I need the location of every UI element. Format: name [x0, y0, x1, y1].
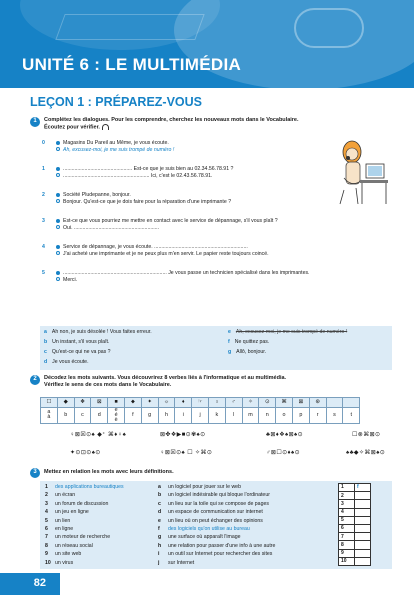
definition: une surface où apparaît l'image [168, 534, 241, 541]
page-number: 82 [0, 573, 60, 595]
cipher-symbol: ⊙ [259, 398, 276, 408]
encoded-word-8: ♠♣◆✧⌘⊠♠⊙ [346, 450, 386, 456]
cipher-symbol: ◆ [57, 398, 74, 408]
term: en ligne [55, 526, 74, 532]
definition: un logiciel indésirable qui bloque l'ordinateur [168, 492, 270, 499]
cipher-symbol [326, 398, 343, 408]
encoded-word-1: ♀⊠☒⊙♠ ◆⁺ ⌘♦♀♠ [70, 432, 127, 438]
cipher-symbol: ⊠ [292, 398, 309, 408]
grid-answer[interactable] [355, 492, 371, 500]
grid-number: 2 [339, 492, 355, 500]
dialogue-options-box [40, 326, 392, 370]
encoded-word-3: ♣⊠♦❖♠⊠♠⊙ [266, 432, 304, 438]
cipher-symbol: ♂ [225, 398, 242, 408]
lesson-title: LEÇON 1 : PRÉPAREZ-VOUS [30, 95, 203, 109]
cipher-letter: m [242, 408, 259, 424]
dialogue-2: 2 Société Pludepanne, bonjour. Bonjour. Qu'est-ce que je dois faire pour la réparation d'une imprimante ? [42, 192, 232, 205]
option-c: c Qu'est-ce qui ne va pas ? [44, 349, 111, 355]
grid-number: 5 [339, 516, 355, 524]
grid-answer[interactable] [355, 549, 371, 557]
cipher-symbol: ⌘ [276, 398, 293, 408]
definition: un logiciel pour jouer sur le web [168, 484, 241, 490]
term: un site web [55, 551, 82, 558]
cipher-letter: r [309, 408, 326, 424]
definition-letter: h [158, 542, 162, 549]
term: des applications bureautiques [55, 484, 124, 490]
cipher-symbol: ⬥ [124, 398, 141, 408]
grid-answer[interactable] [355, 508, 371, 516]
definition-letter: i [158, 551, 160, 558]
exercise-1-instructions: Complétez les dialogues. Pour les comprendre, cherchez les nouveaux mots dans le Vocabulaire. Écoutez pour vérifier. [44, 117, 299, 131]
grid-number: 7 [339, 533, 355, 541]
matching-box [40, 481, 392, 569]
grid-number: 3 [339, 500, 355, 508]
term: un forum de discussion [55, 500, 109, 507]
cipher-symbol: ❖ [74, 398, 91, 408]
term: un réseau social [55, 542, 93, 549]
definition: un lieu sur la toile qui se compose de pages [168, 500, 269, 507]
grid-answer[interactable] [355, 541, 371, 549]
term-number: 6 [45, 526, 48, 532]
cipher-letter: c [74, 408, 91, 424]
encoded-word-5: ✦⊙⊡⊙♠⊙ [70, 450, 101, 456]
encoded-word-6: ♀⊠☒⊙♠ ☐ ✧⌘⊙ [160, 450, 213, 456]
cipher-letter: t [343, 408, 360, 424]
cipher-letter: n [259, 408, 276, 424]
cipher-letter: j [192, 408, 209, 424]
cipher-symbol: ✧ [242, 398, 259, 408]
grid-number: 10 [339, 557, 355, 565]
exercise-2-badge: 2 [30, 375, 40, 385]
definition-letter: d [158, 509, 162, 516]
grid-answer[interactable]: f [355, 484, 371, 492]
cipher-letter: e é è [108, 408, 125, 424]
dialogue-0: 0 Magasins Du Pareil au Même, je vous écoute. Ah, excusez-moi, je me suis trompé de numéro ! [42, 140, 175, 153]
definition-letter: g [158, 534, 162, 541]
grid-number: 4 [339, 508, 355, 516]
option-b: b Un instant, s'il vous plaît. [44, 339, 110, 345]
option-a: a Ah non, je suis désolée ! Vous faites erreur. [44, 329, 152, 335]
unit-banner [0, 0, 414, 88]
definition-letter: e [158, 517, 161, 524]
option-g: g Allô, bonjour. [228, 349, 267, 355]
dialogue-5: 5 ........................................................................ Je vous passe un technicien spécialisé dans les imprimantes. Merci. [42, 270, 310, 283]
exercise-3-badge: 3 [30, 468, 40, 478]
grid-answer[interactable] [355, 557, 371, 565]
cipher-symbol: ♀ [208, 398, 225, 408]
grid-answer[interactable] [355, 516, 371, 524]
grid-number: 8 [339, 541, 355, 549]
keyboard-graphic [55, 14, 204, 40]
cipher-table [40, 397, 360, 424]
answer-grid [338, 483, 371, 566]
term-number: 7 [45, 534, 48, 541]
term-number: 5 [45, 517, 48, 524]
grid-number: 1 [339, 484, 355, 492]
term: un virus [55, 559, 74, 566]
cipher-letter: h [158, 408, 175, 424]
grid-number: 6 [339, 524, 355, 532]
dialogue-3: 3 Est-ce que vous pourriez me mettre en contact avec le service de dépannage, s'il vous plaît ? Oui. ........................................................... [42, 218, 278, 231]
term: un lien [55, 517, 71, 524]
cipher-symbol: ☼ [158, 398, 175, 408]
term: un écran [55, 492, 76, 499]
option-f: f Ne quittez pas. [228, 339, 270, 345]
term: un jeu en ligne [55, 509, 89, 516]
cipher-symbol [343, 398, 360, 408]
grid-answer[interactable] [355, 524, 371, 532]
term-number: 9 [45, 551, 48, 558]
unit-title: UNITÉ 6 : LE MULTIMÉDIA [22, 55, 242, 74]
cipher-letter: l [225, 408, 242, 424]
definition: un espace de communication sur internet [168, 509, 263, 516]
definition: des logiciels qu'on utilise au bureau [168, 526, 250, 532]
exercise-3-instructions: Mettez en relation les mots avec leurs définitions. [44, 469, 174, 475]
cipher-symbol: ♦ [175, 398, 192, 408]
encoded-word-7: ♂⊠☐⊙♦♠⊙ [266, 450, 301, 456]
definition: sur Internet [168, 559, 195, 566]
term-number: 10 [45, 559, 51, 566]
encoded-word-2: ⊠✤❖▶■⊙✾♠⊙ [160, 432, 206, 438]
cipher-symbol: ✦ [141, 398, 158, 408]
term-number: 8 [45, 542, 48, 549]
definition: une relation pour passer d'une info à une autre [168, 542, 276, 549]
cipher-symbol: ☞ [192, 398, 209, 408]
term-number: 2 [45, 492, 48, 499]
cipher-letter: d [91, 408, 108, 424]
definition-letter: c [158, 500, 161, 507]
grid-number: 9 [339, 549, 355, 557]
phone-call-illustration [322, 138, 394, 208]
definition-letter: f [158, 526, 160, 532]
dialogue-1: 1 ................................................ Est-ce que je suis bien au 02.34.56.78.91 ? ............................................................ Ici, c'est le 02.43.56.78.91. [42, 166, 234, 179]
encoded-word-4: ☐⊗⌘⊠⊙ [352, 432, 381, 438]
definition: un lieu où on peut échanger des opinions [168, 517, 263, 524]
exercise-2-instructions: Décodez les mots suivants. Vous découvrirez 8 verbes liés à l'informatique et au multimédia. Vérifiez le sens de ces mots dans le Vocabulaire. [44, 375, 287, 388]
definition-letter: a [158, 484, 161, 490]
option-d: d Je vous écoute. [44, 359, 89, 365]
cipher-letter: g [141, 408, 158, 424]
cipher-letter: a à [41, 408, 58, 424]
cipher-symbol: ⊛ [309, 398, 326, 408]
cipher-symbol: ■ [108, 398, 125, 408]
definition-letter: b [158, 492, 162, 499]
cipher-symbol: ⊠ [91, 398, 108, 408]
dialogue-4: 4 Service de dépannage, je vous écoute. ................................................................. J'ai acheté une imprimante et je ne peux plus m'en servir. Le papier reste toujours coincé. [42, 244, 269, 257]
grid-answer[interactable] [355, 500, 371, 508]
mouse-graphic [294, 8, 364, 48]
cipher-letter: s [326, 408, 343, 424]
cipher-letter: o [276, 408, 293, 424]
definition: un outil sur Internet pour rechercher des sites [168, 551, 273, 558]
definition-letter: j [158, 559, 160, 566]
term: un moteur de recherche [55, 534, 111, 541]
cipher-letter: p [292, 408, 309, 424]
cipher-symbol: ☐ [41, 398, 58, 408]
grid-answer[interactable] [355, 533, 371, 541]
option-e: e Ah, excusez-moi, je me suis trompé de numéro ! [228, 329, 348, 335]
cipher-letter: b [57, 408, 74, 424]
term-number: 4 [45, 509, 48, 516]
term-number: 3 [45, 500, 48, 507]
cipher-letter: i [175, 408, 192, 424]
cipher-letter: f [124, 408, 141, 424]
term-number: 1 [45, 484, 48, 490]
exercise-1-badge: 1 [30, 117, 40, 127]
headphones-icon [102, 124, 109, 130]
cipher-letter: k [208, 408, 225, 424]
